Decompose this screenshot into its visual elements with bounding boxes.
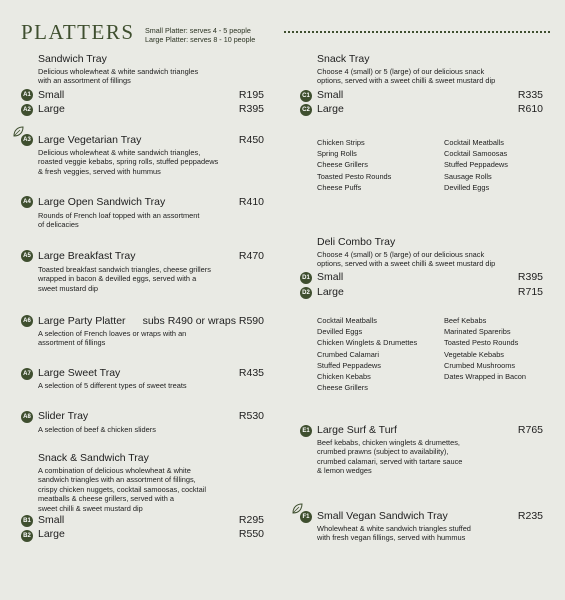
list-item: Devilled Eggs <box>317 327 363 337</box>
snack-sandwich-small-label: Small <box>38 514 65 526</box>
desc-line: sweet chilli & sweet mustard dip <box>38 503 143 513</box>
surf-turf-price: R765 <box>517 424 543 436</box>
vegan-tray-price: R235 <box>517 510 543 522</box>
breakfast-tray-desc <box>38 265 211 293</box>
party-platter-price: subs R490 or wraps R590 <box>142 315 264 327</box>
serves-small: Small Platter: serves 4 - 5 people <box>145 26 251 35</box>
slider-tray-desc: A selection of beef & chicken sliders <box>38 425 156 434</box>
list-item: Chicken Kebabs <box>317 372 371 382</box>
list-item: Cheese Grillers <box>317 383 368 393</box>
vegan-tray-desc <box>317 524 471 543</box>
vegetarian-tray-price: R450 <box>238 134 264 146</box>
desc-line: Beef kebabs, chicken winglets & drumettes, <box>317 438 460 447</box>
list-item: Vegetable Kebabs <box>444 349 504 359</box>
desc-line: Delicious wholewheat & white sandwich triangles <box>38 67 199 76</box>
code-badge-d2: D2 <box>300 287 312 299</box>
snack-sandwich-tray-name: Snack & Sandwich Tray <box>38 452 149 464</box>
snack-tray-desc <box>317 67 495 86</box>
snack-large-label: Large <box>317 103 344 115</box>
code-badge-a5: A5 <box>21 250 33 262</box>
deli-small-price: R395 <box>517 271 543 283</box>
desc-line: & lemon wedges <box>317 466 372 476</box>
snack-sandwich-small-price: R295 <box>238 514 264 526</box>
list-item: Devilled Eggs <box>444 182 490 192</box>
code-badge-f1: F1 <box>300 511 312 523</box>
list-item: Chicken Strips <box>317 138 365 147</box>
desc-line: with an assortment of fillings <box>38 76 131 86</box>
code-badge-d1: D1 <box>300 272 312 284</box>
desc-line: wrapped in bacon & devilled eggs, served with a <box>38 274 197 284</box>
deli-combo-tray-name: Deli Combo Tray <box>317 236 396 248</box>
code-badge-c2: C2 <box>300 104 312 116</box>
snack-large-price: R610 <box>517 103 543 115</box>
desc-line: & fresh veggies, served with hummus <box>38 166 161 176</box>
vegan-tray-name: Small Vegan Sandwich Tray <box>317 510 448 522</box>
desc-line: Wholewheat & white sandwich triangles stuffed <box>317 524 471 533</box>
code-badge-a2: A2 <box>21 104 33 116</box>
code-badge-a1: A1 <box>21 89 33 101</box>
sweet-tray-price: R435 <box>238 367 264 379</box>
sweet-tray-desc: A selection of 5 different types of sweet treats <box>38 381 187 390</box>
desc-line: assortment of fillings <box>38 338 106 348</box>
code-badge-a4: A4 <box>21 196 33 208</box>
sandwich-large-price: R395 <box>238 103 264 115</box>
desc-line: options, served with a sweet chilli & sweet mustard dip <box>317 259 496 269</box>
desc-line: Choose 4 (small) or 5 (large) of our delicious snack <box>317 67 485 76</box>
party-platter-desc <box>38 329 186 348</box>
deli-large-label: Large <box>317 286 344 298</box>
code-badge-a6: A6 <box>21 315 33 327</box>
deli-combo-tray-desc <box>317 250 495 269</box>
list-item: Toasted Pesto Rounds <box>317 171 392 181</box>
list-item: Beef Kebabs <box>444 316 487 325</box>
list-item: Stuffed Peppadews <box>317 360 381 370</box>
deli-options-col1 <box>317 315 417 393</box>
party-platter-name: Large Party Platter <box>38 315 126 327</box>
desc-line: A selection of French loaves or wraps with an <box>38 329 187 338</box>
desc-line: roasted veggie kebabs, spring rolls, stuffed peppadews <box>38 157 219 167</box>
list-item: Crumbed Mushrooms <box>444 360 516 370</box>
code-badge-e1: E1 <box>300 425 312 437</box>
code-badge-a8: A8 <box>21 411 33 423</box>
desc-line: crumbed prawns (subject to availability), <box>317 447 449 457</box>
desc-line: meatballs & cheese grillers, served with a <box>38 494 174 504</box>
desc-line: sweet mustard dip <box>38 283 98 293</box>
snack-sandwich-large-label: Large <box>38 528 65 540</box>
serving-info <box>145 26 255 44</box>
open-sandwich-tray-name: Large Open Sandwich Tray <box>38 196 166 208</box>
list-item: Sausage Rolls <box>444 171 492 181</box>
code-badge-a7: A7 <box>21 368 33 380</box>
desc-line: with fresh vegan fillings, served with hummus <box>317 533 466 543</box>
sandwich-tray-name: Sandwich Tray <box>38 53 107 65</box>
list-item: Cocktail Meatballs <box>317 316 377 325</box>
desc-line: crispy chicken nuggets, cocktail samoosas, cocktail <box>38 484 207 494</box>
sweet-tray-name: Large Sweet Tray <box>38 367 121 379</box>
desc-line: A combination of delicious wholewheat & white <box>38 466 191 475</box>
list-item: Toasted Pesto Rounds <box>444 338 519 348</box>
snack-sandwich-large-price: R550 <box>238 528 264 540</box>
sandwich-large-label: Large <box>38 103 65 115</box>
snack-sandwich-tray-desc <box>38 466 206 513</box>
sandwich-small-label: Small <box>38 89 65 101</box>
dotted-divider <box>284 31 550 33</box>
list-item: Cocktail Meatballs <box>444 138 504 147</box>
list-item: Marinated Spareribs <box>444 327 511 337</box>
deli-small-label: Small <box>317 271 344 283</box>
desc-line: options, served with a sweet chilli & sweet mustard dip <box>317 76 496 86</box>
breakfast-tray-name: Large Breakfast Tray <box>38 250 136 262</box>
serves-large: Large Platter: serves 8 - 10 people <box>145 35 256 44</box>
desc-line: of delicacies <box>38 220 79 230</box>
breakfast-tray-price: R470 <box>238 250 264 262</box>
list-item: Crumbed Calamari <box>317 349 380 359</box>
desc-line: Rounds of French loaf topped with an assortment <box>38 211 200 220</box>
list-item: Cheese Puffs <box>317 182 362 192</box>
desc-line: Delicious wholewheat & white sandwich triangles, <box>38 148 201 157</box>
list-item: Cocktail Samoosas <box>444 149 508 159</box>
desc-line: Toasted breakfast sandwich triangles, cheese grillers <box>38 265 211 274</box>
desc-line: crumbed calamari, served with tartare sauce <box>317 456 463 466</box>
surf-turf-desc <box>317 438 462 476</box>
list-item: Chicken Winglets & Drumettes <box>317 338 418 348</box>
snack-options-col1 <box>317 137 391 193</box>
code-badge-a3: A3 <box>21 134 33 146</box>
list-item: Dates Wrapped in Bacon <box>444 372 527 382</box>
snack-tray-name: Snack Tray <box>317 53 370 65</box>
snack-small-price: R335 <box>517 89 543 101</box>
slider-tray-name: Slider Tray <box>38 410 89 422</box>
open-sandwich-tray-desc <box>38 211 199 230</box>
desc-line: Choose 4 (small) or 5 (large) of our delicious snack <box>317 250 485 259</box>
vegetarian-tray-name: Large Vegetarian Tray <box>38 134 142 146</box>
code-badge-b2: B2 <box>21 530 33 542</box>
sandwich-small-price: R195 <box>238 89 264 101</box>
list-item: Spring Rolls <box>317 149 357 159</box>
vegetarian-tray-desc <box>38 148 218 176</box>
list-item: Cheese Grillers <box>317 160 368 170</box>
code-badge-b1: B1 <box>21 515 33 527</box>
code-badge-c1: C1 <box>300 90 312 102</box>
surf-turf-name: Large Surf & Turf <box>317 424 397 436</box>
deli-options-col2 <box>444 315 526 382</box>
snack-options-col2 <box>444 137 508 193</box>
sandwich-tray-desc <box>38 67 198 86</box>
list-item: Stuffed Peppadews <box>444 160 508 170</box>
desc-line: sandwich triangles with an assortment of fillings, <box>38 475 196 485</box>
deli-large-price: R715 <box>517 286 543 298</box>
open-sandwich-tray-price: R410 <box>238 196 264 208</box>
slider-tray-price: R530 <box>238 410 264 422</box>
page-title: PLATTERS <box>21 20 135 44</box>
snack-small-label: Small <box>317 89 344 101</box>
